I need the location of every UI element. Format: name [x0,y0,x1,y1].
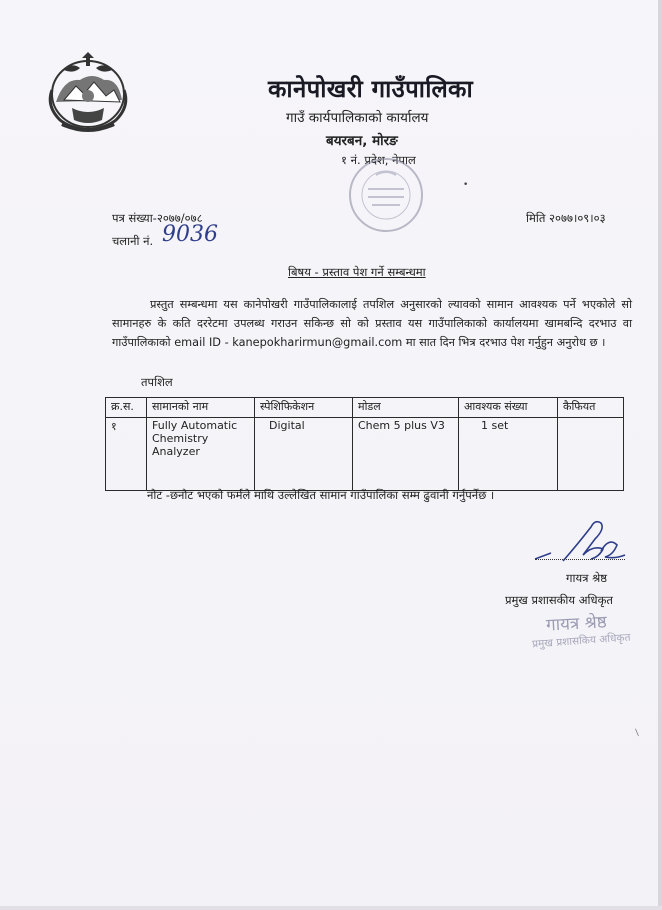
office-address: बयरबन, मोरङ [326,133,398,149]
signatory-name: गायत्र श्रेष्ठ [566,571,608,585]
table-header-row [106,398,624,418]
signature-icon [533,515,628,570]
dispatch-number-handwritten: 9036 [162,222,218,247]
col-model: मोडल [353,398,459,418]
delivery-note: नोट -छनौट भएको फर्मले माथि उल्लेखित सामान गाउँपालिका सम्म ढुवानी गर्नुपर्नेछ । [147,488,495,502]
office-stamp-icon [346,155,426,235]
dispatch-label: चलानी नं. [112,234,154,248]
page-bottom-edge [0,906,662,910]
cell-model: Chem 5 plus V3 [353,418,459,491]
schedule-label: तपशिल [141,375,173,389]
title-stamp: प्रमुख प्रशासकिय अधिकृत [531,631,631,651]
col-quantity: आवश्यक संख्या [459,398,558,418]
pencil-mark: / [633,728,642,738]
cell-serial: १ [106,418,147,491]
col-specification: स्पेशिफिकेशन [255,398,353,418]
col-item-name: सामानको नाम [147,398,255,418]
signatory-title: प्रमुख प्रशासकीय अधिकृत [505,593,613,607]
table-row [106,418,624,491]
cell-remarks [558,418,624,491]
office-name: गाउँ कार्यपालिकाको कार्यालय [286,110,429,126]
letter-number: पत्र संख्या-२०७७/०७८ [112,211,203,225]
col-serial: क्र.स. [106,398,147,418]
organization-title: कानेपोखरी गाउँपालिका [268,75,473,103]
ink-speck: • [463,180,469,190]
page-edge-shadow [658,0,662,910]
col-remarks: कैफियत [558,398,624,418]
items-table [105,397,624,491]
signature-line [535,559,625,560]
letter-subject: बिषय - प्रस्ताव पेश गर्ने सम्बन्धमा [288,265,426,279]
letter-body: प्रस्तुत सम्बन्धमा यस कानेपोखरी गाउँपालिकालाई तपशिल अनुसारको ल्यावको सामान आवश्यक पर्ने भएकोले सो सामानहरु के कति दररेटमा उपलब्ध गराउन सकिन्छ सो को प्रस्ताव यस गाउँपालिकाको कार्यालयमा खामबन्दि दरभाउ वा गाउँपालिकाको email ID - kanepokharirmun@gmail.com मा सात दिन भित्र दरभाउ पेश गर्नुहुन अनुरोध छ । [112,298,632,349]
cell-quantity: 1 set [459,418,558,491]
name-stamp: गायत्र श्रेष्ठ [545,612,608,636]
cell-item-name: Fully Automatic Chemistry Analyzer [147,418,255,491]
province-line: १ नं. प्रदेश, नेपाल [341,153,416,167]
letter-date: मिति २०७७।०९।०३ [526,211,606,225]
cell-specification: Digital [255,418,353,491]
nepal-emblem-icon [42,50,134,134]
